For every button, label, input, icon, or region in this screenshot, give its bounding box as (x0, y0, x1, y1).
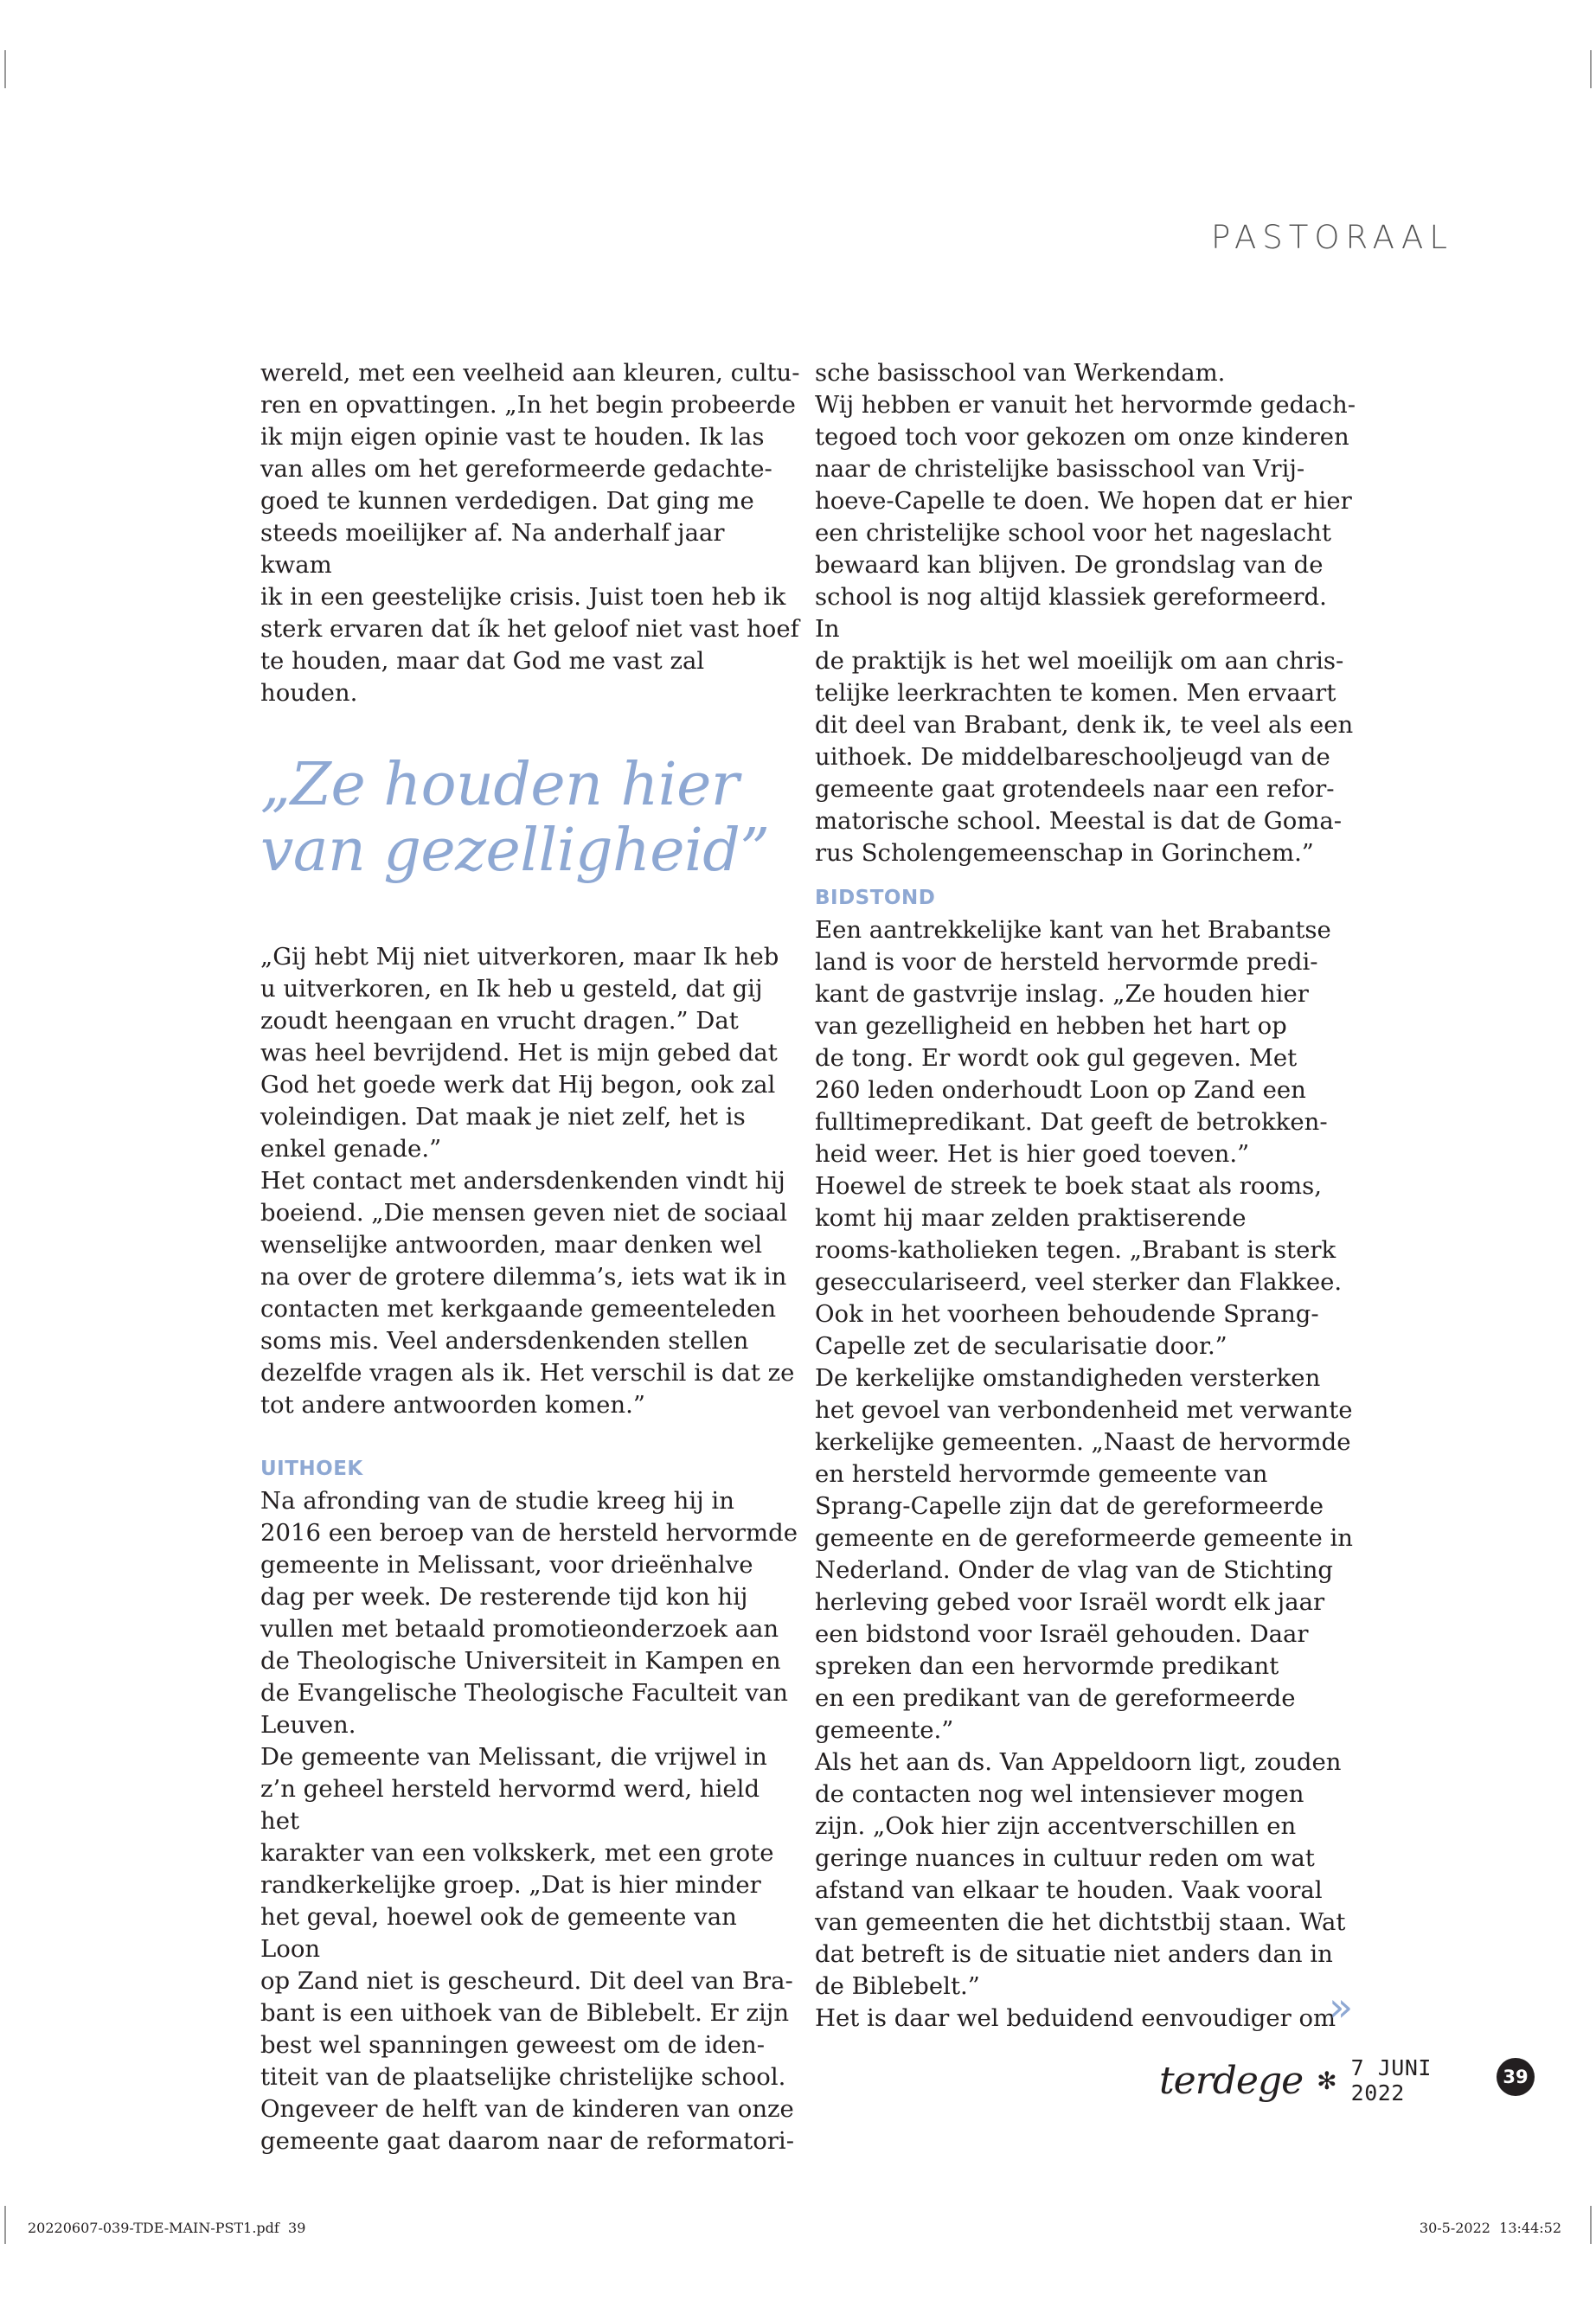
body-paragraph: „Gij hebt Mij niet uitverkoren, maar Ik heb u uitverkoren, en Ik heb u gesteld, dat gij zoudt heengaan en vrucht dragen.” Dat was heel bevrijdend. Het is mijn gebed dat God het goede werk dat Hij begon, ook zal voleindigen. Dat maak je niet zelf, het is enkel genade.” Het contact met andersdenkenden vindt hij boeiend. „Die mensen geven niet de sociaal wenselijke antwoorden, maar denken wel na over de grotere dilemma’s, iets wat ik in contacten met kerkgaande gemeenteleden soms mis. Veel andersdenkenden stellen dezelfde vragen als ik. Het verschil is dat ze tot andere antwoorden komen.” (260, 943, 795, 1419)
body-paragraph: sche basisschool van Werkendam. Wij hebben er vanuit het hervormde gedach- tegoed toch voor gekozen om onze kinderen naar de christelijke basisschool van Vrij- hoeve-Capelle te doen. We hopen dat er hier een christelijke school voor het nageslacht bewaard kan blijven. De grondslag van de school is nog altijd klassiek gereformeerd. In de praktijk is het wel moeilijk om aan chris- telijke leerkrachten te komen. Men ervaart dit deel van Brabant, denk ik, te veel als een uithoek. De middelbareschooljeugd van de gemeente gaat grotendeels naar een refor- matorische school. Meestal is dat de Goma- rus Scholengemeenschap in Gorinchem.” (815, 359, 1356, 867)
continue-arrow-icon: » (1329, 1984, 1354, 2030)
body-paragraph: Na afronding van de studie kreeg hij in 2016 een beroep van de hersteld hervormde gemeente in Melissant, voor drieënhalve dag per week. De resterende tijd kon hij vullen met betaald promotieonderzoek aan de Theologische Universiteit in Kampen en de Evangelische Theologische Faculteit van Leuven. De gemeente van Melissant, die vrijwel in z’n geheel hersteld hervormd werd, hield het karakter van een volkskerk, met een grote randkerkelijke groep. „Dat is hier minder het geval, hoewel ook de gemeente van Loon op Zand niet is gescheurd. Dit deel van Bra- bant is een uithoek van de Biblebelt. Er zijn best wel spanningen geweest om de iden- titeit van de plaatselijke christelijke school. Ongeveer de helft van de kinderen van onze gemeente gaat daarom naar de reformatori- (260, 1487, 798, 2155)
brand-logo: terdege (1159, 2058, 1304, 2103)
print-slug-timestamp: 30-5-2022 13:44:52 (1419, 2220, 1561, 2236)
pull-quote: „Ze houden hier van gezelligheid” (260, 751, 770, 885)
body-paragraph: Een aantrekkelijke kant van het Brabantse land is voor de hersteld hervormde predi- kant de gastvrije inslag. „Ze houden hier van gezelligheid en hebben het hart op de tong. Er wordt ook gul gegeven. Met 260 leden onderhoudt Loon op Zand een fulltimepredikant. Dat geeft de betrokken- heid weer. Het is hier goed toeven.” Hoewel de streek te boek staat als rooms, komt hij maar zelden praktiserende rooms-katholieken tegen. „Brabant is sterk gesecculariseerd, veel sterker dan Flakkee. Ook in het voorheen behoudende Sprang- Capelle zet de secularisatie door.” De kerkelijke omstandigheden versterken het gevoel van verbondenheid met verwante kerkelijke gemeenten. „Naast de hervormde en hersteld hervormde gemeente van Sprang-Capelle zijn dat de gereformeerde gemeente en de gereformeerde gemeente in Nederland. Onder de vlag van de Stichting herleving gebed voor Israël wordt elk jaar een bidstond voor Israël gehouden. Daar spreken dan een hervormde predikant en een predikant van de gereformeerde gemeente.” Als het aan ds. Van Appeldoorn ligt, zouden de contacten nog wel intensiever mogen zijn. „Ook hier zijn accentverschillen en geringe nuances in cultuur reden om wat afstand van elkaar te houden. Vaak vooral van gemeenten die het dichtstbij staan. Wat dat betreft is de situatie niet anders dan in de Biblebelt.” Het is daar wel beduidend eenvoudiger om (815, 916, 1353, 2032)
article-column-right (815, 357, 1356, 2035)
article-column-left (260, 357, 801, 2157)
footer-brand (1159, 2055, 1445, 2106)
print-slug-file: 20220607-039-TDE-MAIN-PST1.pdf 39 (28, 2220, 306, 2236)
asterisk-icon: ✻ (1317, 2066, 1337, 2095)
subheading-bidstond: BIDSTOND (815, 887, 936, 909)
issue-date: 7 JUNI 2022 (1350, 2055, 1432, 2106)
page-number: 39 (1497, 2058, 1535, 2096)
crop-mark (1590, 2206, 1592, 2244)
crop-mark (1590, 50, 1592, 88)
subheading-uithoek: UITHOEK (260, 1458, 363, 1480)
crop-mark (4, 2206, 6, 2244)
body-paragraph: wereld, met een veelheid aan kleuren, cultu- ren en opvattingen. „In het begin probeerde ik mijn eigen opinie vast te houden. Ik las van alles om het gereformeerde gedachte- goed te kunnen verdedigen. Dat ging me steeds moeilijker af. Na anderhalf jaar kwam ik in een geestelijke crisis. Juist toen heb ik sterk ervaren dat ík het geloof niet vast hoef te houden, maar dat God me vast zal houden. (260, 359, 800, 707)
crop-mark (4, 50, 6, 88)
section-label: PASTORAAL (1211, 219, 1453, 256)
